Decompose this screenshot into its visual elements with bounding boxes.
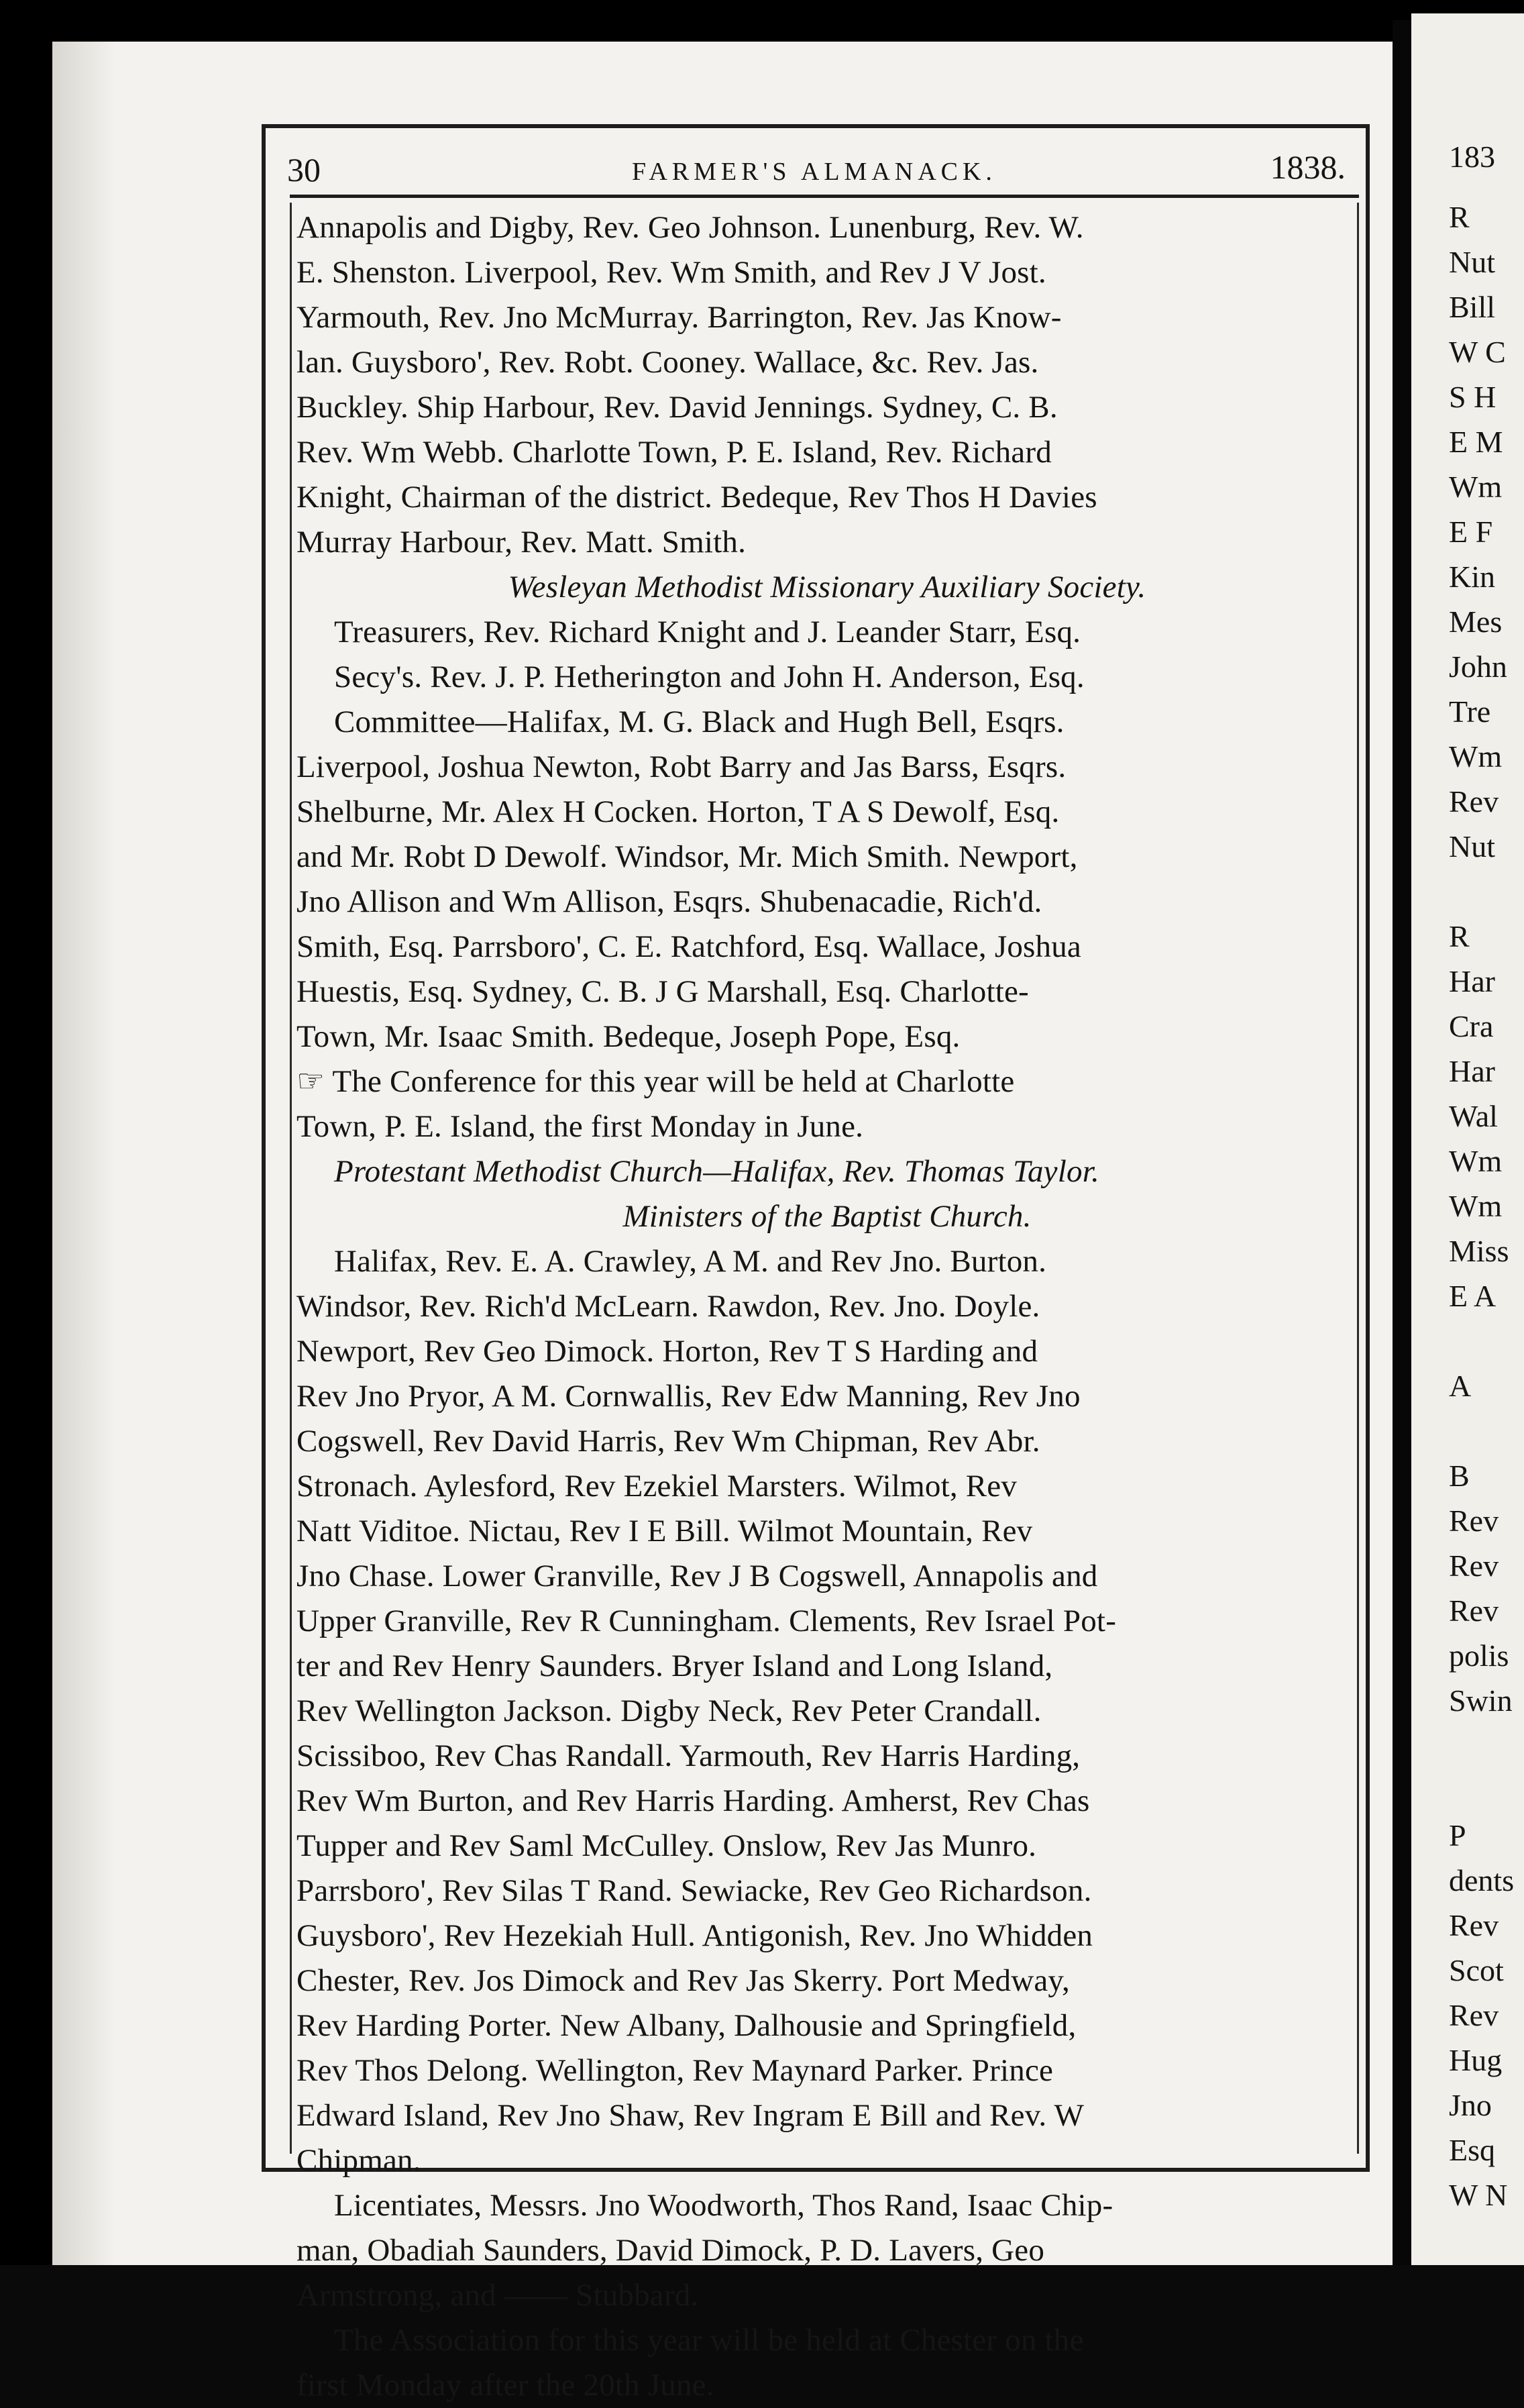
facing-page-line: Rev	[1449, 1504, 1499, 1538]
text-line	[296, 385, 1358, 430]
text-line-content: Rev Thos Delong. Wellington, Rev Maynard Parker. Prince	[296, 2053, 1054, 2088]
text-line	[296, 2228, 1358, 2273]
facing-page-line: Bill	[1449, 290, 1496, 324]
text-line	[296, 2003, 1358, 2048]
facing-page-line: B	[1449, 1459, 1470, 1493]
facing-page-line: Cra	[1449, 1009, 1494, 1043]
facing-page-line: R	[1449, 200, 1470, 234]
text-line-content: man, Obadiah Saunders, David Dimock, P. D. Lavers, Geo	[296, 2233, 1045, 2268]
facing-page-line: Nut	[1449, 245, 1495, 279]
text-line	[296, 2273, 1358, 2318]
facing-page-line: Rev	[1449, 1593, 1499, 1628]
text-line-content: Protestant Methodist Church—Halifax, Rev. Thomas Taylor.	[334, 1154, 1099, 1189]
text-line	[296, 1239, 1358, 1284]
text-line	[296, 610, 1358, 655]
text-line-content: Windsor, Rev. Rich'd McLearn. Rawdon, Rev. Jno. Doyle.	[296, 1289, 1040, 1324]
page-number: 30	[287, 151, 321, 189]
text-line-content: Rev. Wm Webb. Charlotte Town, P. E. Island, Rev. Richard	[296, 435, 1052, 470]
facing-page-line: dents	[1449, 1863, 1515, 1897]
text-line	[296, 1914, 1358, 1958]
text-line-content: Knight, Chairman of the district. Bedeque, Rev Thos H Davies	[296, 480, 1097, 515]
text-line-content: Upper Granville, Rev R Cunningham. Clements, Rev Israel Pot-	[296, 1604, 1117, 1638]
text-line	[296, 1014, 1358, 1059]
text-line	[296, 2318, 1358, 2363]
text-line	[296, 1689, 1358, 1734]
text-line	[296, 340, 1358, 385]
text-line-content: Huestis, Esq. Sydney, C. B. J G Marshall, Esq. Charlotte-	[296, 974, 1029, 1009]
text-line-content: Edward Island, Rev Jno Shaw, Rev Ingram E Bill and Rev. W	[296, 2098, 1085, 2133]
facing-page-line	[1449, 1408, 1514, 1453]
text-line-content: Rev Jno Pryor, A M. Cornwallis, Rev Edw Manning, Rev Jno	[296, 1379, 1081, 1414]
text-line-content: Parrsboro', Rev Silas T Rand. Sewiacke, Rev Geo Richardson.	[296, 1873, 1092, 1908]
text-line-content: ☞ The Conference for this year will be held at Charlotte	[296, 1064, 1015, 1099]
text-line	[296, 925, 1358, 970]
text-line-content: Treasurers, Rev. Richard Knight and J. Leander Starr, Esq.	[334, 615, 1081, 649]
facing-page-line: John	[1449, 649, 1507, 684]
text-line	[296, 1958, 1358, 2003]
text-line-content: Shelburne, Mr. Alex H Cocken. Horton, T A S Dewolf, Esq.	[296, 794, 1060, 829]
text-line-content: Cogswell, Rev David Harris, Rev Wm Chipman, Rev Abr.	[296, 1424, 1040, 1459]
facing-page-line: Wal	[1449, 1099, 1498, 1133]
text-line-content: Newport, Rev Geo Dimock. Horton, Rev T S Harding and	[296, 1334, 1038, 1369]
text-line	[296, 1464, 1358, 1509]
text-line-content: Jno Allison and Wm Allison, Esqrs. Shubenacadie, Rich'd.	[296, 884, 1042, 919]
text-line-content: Committee—Halifax, M. G. Black and Hugh Bell, Esqrs.	[334, 704, 1065, 739]
text-line	[296, 1329, 1358, 1374]
text-line-content: Tupper and Rev Saml McCulley. Onslow, Rev Jas Munro.	[296, 1828, 1037, 1863]
facing-page-line	[1449, 869, 1514, 914]
facing-page-line: Esq	[1449, 2133, 1495, 2167]
facing-page-line: Nut	[1449, 829, 1495, 863]
facing-page-line	[1449, 1768, 1514, 1813]
page-edge-shadow	[52, 42, 116, 2265]
text-line	[296, 2048, 1358, 2093]
facing-page-line: E A	[1449, 1279, 1496, 1313]
facing-page-line	[1449, 1318, 1514, 1363]
text-line	[296, 1194, 1358, 1239]
text-line-content: lan. Guysboro', Rev. Robt. Cooney. Wallace, &c. Rev. Jas.	[296, 345, 1039, 380]
facing-page-fragment	[1449, 134, 1514, 2217]
header-year: 1838.	[1270, 148, 1346, 186]
facing-page-line: polis	[1449, 1638, 1509, 1673]
text-line	[296, 745, 1358, 790]
facing-page-line: Rev	[1449, 1549, 1499, 1583]
text-line	[296, 2093, 1358, 2138]
text-line	[296, 1869, 1358, 1914]
text-line-content: Rev Harding Porter. New Albany, Dalhousie and Springfield,	[296, 2008, 1077, 2043]
text-line	[296, 1104, 1358, 1149]
text-line	[296, 475, 1358, 520]
text-line	[296, 835, 1358, 880]
text-line-content: Murray Harbour, Rev. Matt. Smith.	[296, 525, 747, 560]
text-line-content: Yarmouth, Rev. Jno McMurray. Barrington, Rev. Jas Know-	[296, 300, 1062, 335]
text-line-content: Stronach. Aylesford, Rev Ezekiel Marsters. Wilmot, Rev	[296, 1469, 1018, 1504]
text-line	[296, 1059, 1358, 1104]
text-line-content: Rev Wellington Jackson. Digby Neck, Rev Peter Crandall.	[296, 1693, 1042, 1728]
facing-page-line: Har	[1449, 1054, 1495, 1088]
text-line-content: Smith, Esq. Parrsboro', C. E. Ratchford, Esq. Wallace, Joshua	[296, 929, 1081, 964]
facing-page-header: 183	[1449, 140, 1495, 174]
text-line-content: Town, P. E. Island, the first Monday in June.	[296, 1109, 864, 1144]
facing-page-line: Mes	[1449, 605, 1503, 639]
text-line-content: Wesleyan Methodist Missionary Auxiliary Society.	[508, 570, 1146, 605]
text-line	[296, 1149, 1358, 1194]
text-line	[296, 1599, 1358, 1644]
facing-page-line: W N	[1449, 2178, 1508, 2212]
facing-page-line: Wm	[1449, 739, 1503, 774]
book-gutter	[1393, 20, 1411, 2265]
facing-page-line: Tre	[1449, 694, 1491, 729]
text-line	[296, 565, 1358, 610]
text-line-content: Liverpool, Joshua Newton, Robt Barry and Jas Barss, Esqrs.	[296, 749, 1067, 784]
text-line	[296, 520, 1358, 565]
facing-page-line: P	[1449, 1818, 1466, 1852]
text-line-content: Ministers of the Baptist Church.	[622, 1199, 1032, 1234]
text-line	[296, 1374, 1358, 1419]
text-line-content: Annapolis and Digby, Rev. Geo Johnson. Lunenburg, Rev. W.	[296, 210, 1084, 245]
facing-page-line: Jno	[1449, 2088, 1492, 2122]
text-line	[296, 790, 1358, 835]
text-line	[296, 970, 1358, 1014]
facing-page-line: Har	[1449, 964, 1495, 998]
facing-page-line: Rev	[1449, 784, 1499, 819]
text-line	[296, 295, 1358, 340]
text-line	[296, 700, 1358, 745]
text-line	[296, 1284, 1358, 1329]
facing-page-line: Wm	[1449, 1189, 1503, 1223]
facing-page-line: R	[1449, 919, 1470, 953]
facing-page-line: Hug	[1449, 2043, 1503, 2077]
text-line-content: Halifax, Rev. E. A. Crawley, A M. and Rev Jno. Burton.	[334, 1244, 1047, 1279]
text-line	[296, 2138, 1358, 2183]
text-line	[296, 1734, 1358, 1779]
text-line	[296, 1779, 1358, 1824]
facing-page-line: Wm	[1449, 470, 1503, 504]
facing-page-line: Kin	[1449, 560, 1495, 594]
text-line-content: Rev Wm Burton, and Rev Harris Harding. Amherst, Rev Chas	[296, 1783, 1090, 1818]
text-line-content: ter and Rev Henry Saunders. Bryer Island and Long Island,	[296, 1648, 1053, 1683]
text-line-content: Buckley. Ship Harbour, Rev. David Jennings. Sydney, C. B.	[296, 390, 1058, 425]
text-line-content: Guysboro', Rev Hezekiah Hull. Antigonish, Rev. Jno Whidden	[296, 1918, 1093, 1953]
text-line	[296, 2363, 1358, 2408]
facing-page-line: Rev	[1449, 1908, 1499, 1942]
facing-page-line: Miss	[1449, 1234, 1509, 1268]
text-line	[296, 1644, 1358, 1689]
text-line	[296, 880, 1358, 925]
facing-page-line: Wm	[1449, 1144, 1503, 1178]
facing-page-line: A	[1449, 1369, 1472, 1403]
text-line-content: E. Shenston. Liverpool, Rev. Wm Smith, and Rev J V Jost.	[296, 255, 1046, 290]
text-line-content: Armstrong, and —— Stubbard.	[296, 2278, 699, 2313]
running-title: FARMER'S ALMANACK.	[632, 158, 997, 186]
almanack-text-column	[296, 205, 1358, 2408]
text-line-content: The Association for this year will be held at Chester on the	[334, 2323, 1084, 2358]
text-line-content: Secy's. Rev. J. P. Hetherington and John H. Anderson, Esq.	[334, 660, 1085, 694]
facing-page-line: Rev	[1449, 1998, 1499, 2032]
text-line-content: Chester, Rev. Jos Dimock and Rev Jas Skerry. Port Medway,	[296, 1963, 1071, 1998]
text-line	[296, 1419, 1358, 1464]
text-line-content: Licentiates, Messrs. Jno Woodworth, Thos Rand, Isaac Chip-	[334, 2188, 1113, 2223]
facing-page-line: E F	[1449, 515, 1493, 549]
text-line	[296, 430, 1358, 475]
text-line	[296, 1554, 1358, 1599]
text-line	[296, 2183, 1358, 2228]
text-line	[296, 205, 1358, 250]
text-line-content: first Monday after the 20th June.	[296, 2368, 714, 2403]
facing-page-line: E M	[1449, 425, 1503, 459]
facing-page-line: W C	[1449, 335, 1506, 369]
text-line-content: Town, Mr. Isaac Smith. Bedeque, Joseph Pope, Esq.	[296, 1019, 961, 1054]
text-line-content: Scissiboo, Rev Chas Randall. Yarmouth, Rev Harris Harding,	[296, 1738, 1081, 1773]
facing-page-line: Swin	[1449, 1683, 1513, 1718]
facing-page-line	[1449, 1723, 1514, 1768]
text-line-content: Chipman.	[296, 2143, 421, 2178]
text-line	[296, 1509, 1358, 1554]
facing-page-line: Scot	[1449, 1953, 1504, 1987]
header-rule	[290, 195, 1359, 198]
facing-page-line: S H	[1449, 380, 1496, 414]
running-header	[274, 142, 1355, 189]
text-line-content: and Mr. Robt D Dewolf. Windsor, Mr. Mich Smith. Newport,	[296, 839, 1078, 874]
text-line	[296, 250, 1358, 295]
text-line	[296, 1824, 1358, 1869]
text-line	[296, 655, 1358, 700]
text-line-content: Natt Viditoe. Nictau, Rev I E Bill. Wilmot Mountain, Rev	[296, 1514, 1033, 1549]
text-line-content: Jno Chase. Lower Granville, Rev J B Cogswell, Annapolis and	[296, 1559, 1098, 1593]
